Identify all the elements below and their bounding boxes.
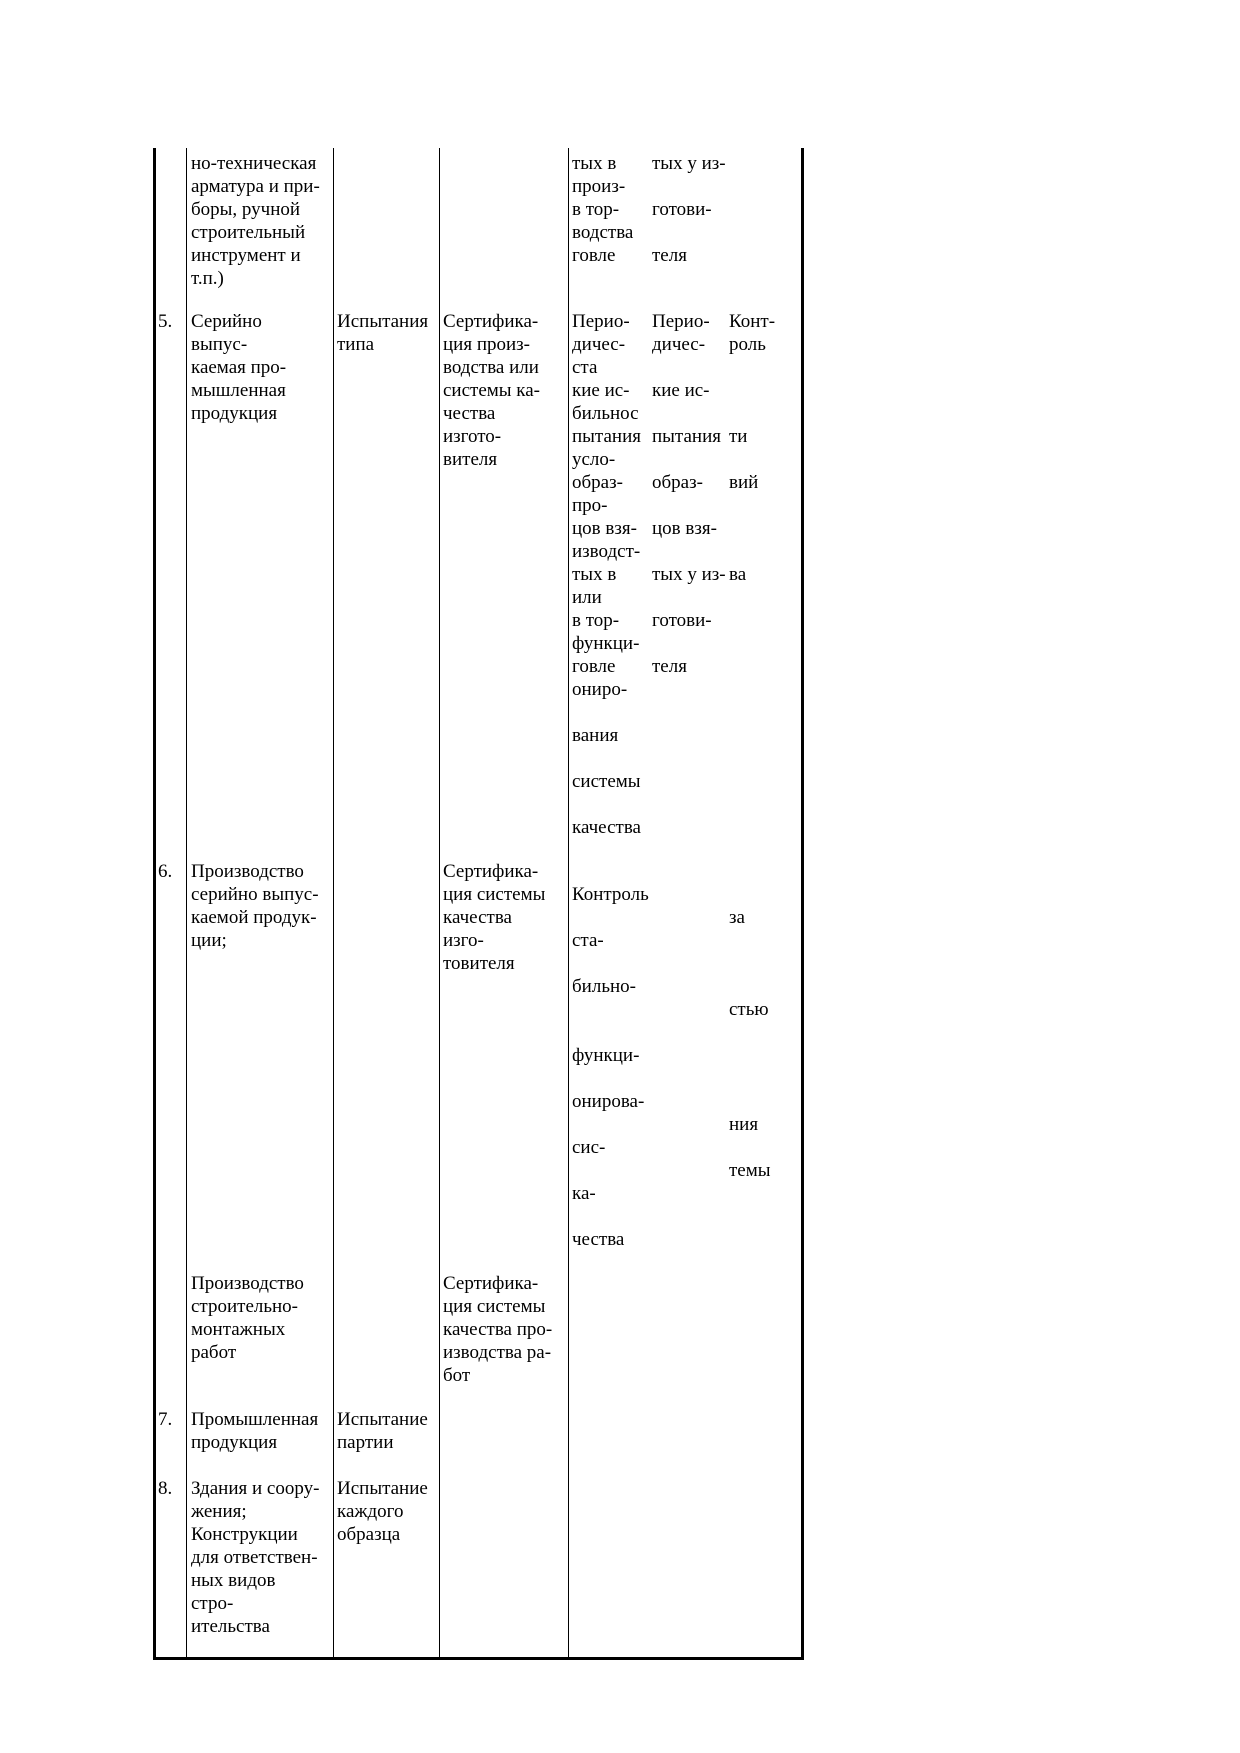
object-line: арматура и при- bbox=[191, 176, 320, 197]
control-col1-line: в тор- bbox=[572, 199, 620, 220]
certification-line: Сертифика- bbox=[443, 1273, 539, 1294]
row-number: 8. bbox=[158, 1478, 173, 1499]
control-col1-line: в тор- bbox=[572, 610, 620, 631]
control-col1-line: или bbox=[572, 587, 602, 608]
control-col2-line: образ- bbox=[652, 472, 703, 493]
certification-line: системы ка- bbox=[443, 380, 541, 401]
control-col1-line: усло- bbox=[572, 449, 616, 470]
control-col3-line: ния bbox=[729, 1114, 759, 1135]
object-line: ции; bbox=[191, 930, 227, 951]
row-number: 6. bbox=[158, 861, 173, 882]
column-divider-2 bbox=[333, 148, 334, 1657]
testing-line: Испытание bbox=[337, 1409, 428, 1430]
column-divider-4 bbox=[568, 148, 569, 1657]
object-line: ных видов bbox=[191, 1570, 276, 1591]
object-line: каемая про- bbox=[191, 357, 287, 378]
control-col2-line: тых у из- bbox=[652, 564, 726, 585]
object-line: продукция bbox=[191, 403, 278, 424]
certification-line: изгото- bbox=[443, 426, 502, 447]
testing-line: Испытание bbox=[337, 1478, 428, 1499]
table-border-left bbox=[153, 148, 156, 1657]
certification-line: Сертифика- bbox=[443, 861, 539, 882]
control-col1-line: изводст- bbox=[572, 541, 641, 562]
control-col1-line: функци- bbox=[572, 633, 640, 654]
object-line: продукция bbox=[191, 1432, 278, 1453]
control-col1-line: вания bbox=[572, 725, 619, 746]
certification-line: качества про- bbox=[443, 1319, 553, 1340]
control-col1-line: пытания bbox=[572, 426, 641, 447]
object-line: боры, ручной bbox=[191, 199, 301, 220]
control-col1-line: бильно- bbox=[572, 976, 636, 997]
control-col2-line: цов взя- bbox=[652, 518, 717, 539]
object-line: работ bbox=[191, 1342, 237, 1363]
control-col1-line: произ- bbox=[572, 176, 626, 197]
control-col2-line: тых у из- bbox=[652, 153, 726, 174]
control-col2-line: теля bbox=[652, 656, 687, 677]
object-line: для ответствен- bbox=[191, 1547, 318, 1568]
certification-line: водства или bbox=[443, 357, 539, 378]
certification-line: товителя bbox=[443, 953, 515, 974]
control-col2-line: готови- bbox=[652, 199, 712, 220]
control-col3-line: ва bbox=[729, 564, 747, 585]
object-line: Серийно bbox=[191, 311, 262, 332]
control-col3-line: ти bbox=[729, 426, 748, 447]
certification-line: вителя bbox=[443, 449, 498, 470]
control-col1-line: цов взя- bbox=[572, 518, 637, 539]
control-col1-line: ста- bbox=[572, 930, 604, 951]
certification-line: изводства ра- bbox=[443, 1342, 552, 1363]
row-number: 7. bbox=[158, 1409, 173, 1430]
control-col1-line: тых в bbox=[572, 153, 617, 174]
control-col1-line: онирова- bbox=[572, 1091, 645, 1112]
object-line: ительства bbox=[191, 1616, 270, 1637]
testing-line: партии bbox=[337, 1432, 394, 1453]
object-line: серийно выпус- bbox=[191, 884, 319, 905]
control-col1-line: ониро- bbox=[572, 679, 628, 700]
certification-line: качества bbox=[443, 907, 512, 928]
object-line: мышленная bbox=[191, 380, 286, 401]
control-col2-line: готови- bbox=[652, 610, 712, 631]
control-col1-line: дичес- bbox=[572, 334, 626, 355]
control-col1-line: качества bbox=[572, 817, 641, 838]
control-col1-line: тых в bbox=[572, 564, 617, 585]
object-line: Производство bbox=[191, 1273, 304, 1294]
object-line: Конструкции bbox=[191, 1524, 298, 1545]
control-col1-line: Контроль bbox=[572, 884, 649, 905]
certification-line: Сертифика- bbox=[443, 311, 539, 332]
control-col2-line: Перио- bbox=[652, 311, 710, 332]
object-line: Производство bbox=[191, 861, 304, 882]
column-divider-1 bbox=[186, 148, 187, 1657]
control-col3-line: роль bbox=[729, 334, 766, 355]
control-col2-line: теля bbox=[652, 245, 687, 266]
object-line: инструмент и bbox=[191, 245, 301, 266]
control-col3-line: за bbox=[729, 907, 745, 928]
table-border-right bbox=[801, 148, 804, 1657]
control-col1-line: системы bbox=[572, 771, 641, 792]
testing-line: типа bbox=[337, 334, 375, 355]
control-col1-line: кие ис- bbox=[572, 380, 630, 401]
testing-line: Испытания bbox=[337, 311, 429, 332]
object-line: строительный bbox=[191, 222, 306, 243]
object-line: но-техническая bbox=[191, 153, 317, 174]
object-line: монтажных bbox=[191, 1319, 286, 1340]
testing-line: образца bbox=[337, 1524, 401, 1545]
object-line: жения; bbox=[191, 1501, 247, 1522]
object-line: каемой продук- bbox=[191, 907, 317, 928]
control-col1-line: ка- bbox=[572, 1183, 596, 1204]
control-col1-line: Перио- bbox=[572, 311, 630, 332]
certification-line: ция произ- bbox=[443, 334, 530, 355]
object-line: строительно- bbox=[191, 1296, 299, 1317]
control-col1-line: ста bbox=[572, 357, 598, 378]
object-line: стро- bbox=[191, 1593, 234, 1614]
certification-line: изго- bbox=[443, 930, 484, 951]
certification-line: ция системы bbox=[443, 884, 546, 905]
control-col1-line: говле bbox=[572, 245, 616, 266]
certification-line: бот bbox=[443, 1365, 471, 1386]
control-col1-line: функци- bbox=[572, 1045, 640, 1066]
control-col1-line: сис- bbox=[572, 1137, 606, 1158]
certification-line: чества bbox=[443, 403, 496, 424]
control-col3-line: темы bbox=[729, 1160, 771, 1181]
control-col3-line: Конт- bbox=[729, 311, 776, 332]
control-col1-line: про- bbox=[572, 495, 608, 516]
control-col1-line: бильнос bbox=[572, 403, 639, 424]
control-col3-line: стью bbox=[729, 999, 769, 1020]
object-line: Промышленная bbox=[191, 1409, 319, 1430]
column-divider-3 bbox=[439, 148, 440, 1657]
control-col2-line: пытания bbox=[652, 426, 721, 447]
control-col1-line: водства bbox=[572, 222, 634, 243]
control-col2-line: дичес- bbox=[652, 334, 706, 355]
object-line: выпус- bbox=[191, 334, 248, 355]
certification-line: ция системы bbox=[443, 1296, 546, 1317]
row-number: 5. bbox=[158, 311, 173, 332]
object-line: Здания и соору- bbox=[191, 1478, 320, 1499]
control-col1-line: говле bbox=[572, 656, 616, 677]
control-col2-line: кие ис- bbox=[652, 380, 710, 401]
control-col1-line: образ- bbox=[572, 472, 623, 493]
testing-line: каждого bbox=[337, 1501, 404, 1522]
table-border-bottom bbox=[153, 1657, 804, 1660]
control-col3-line: вий bbox=[729, 472, 759, 493]
control-col1-line: чества bbox=[572, 1229, 625, 1250]
object-line: т.п.) bbox=[191, 268, 224, 289]
